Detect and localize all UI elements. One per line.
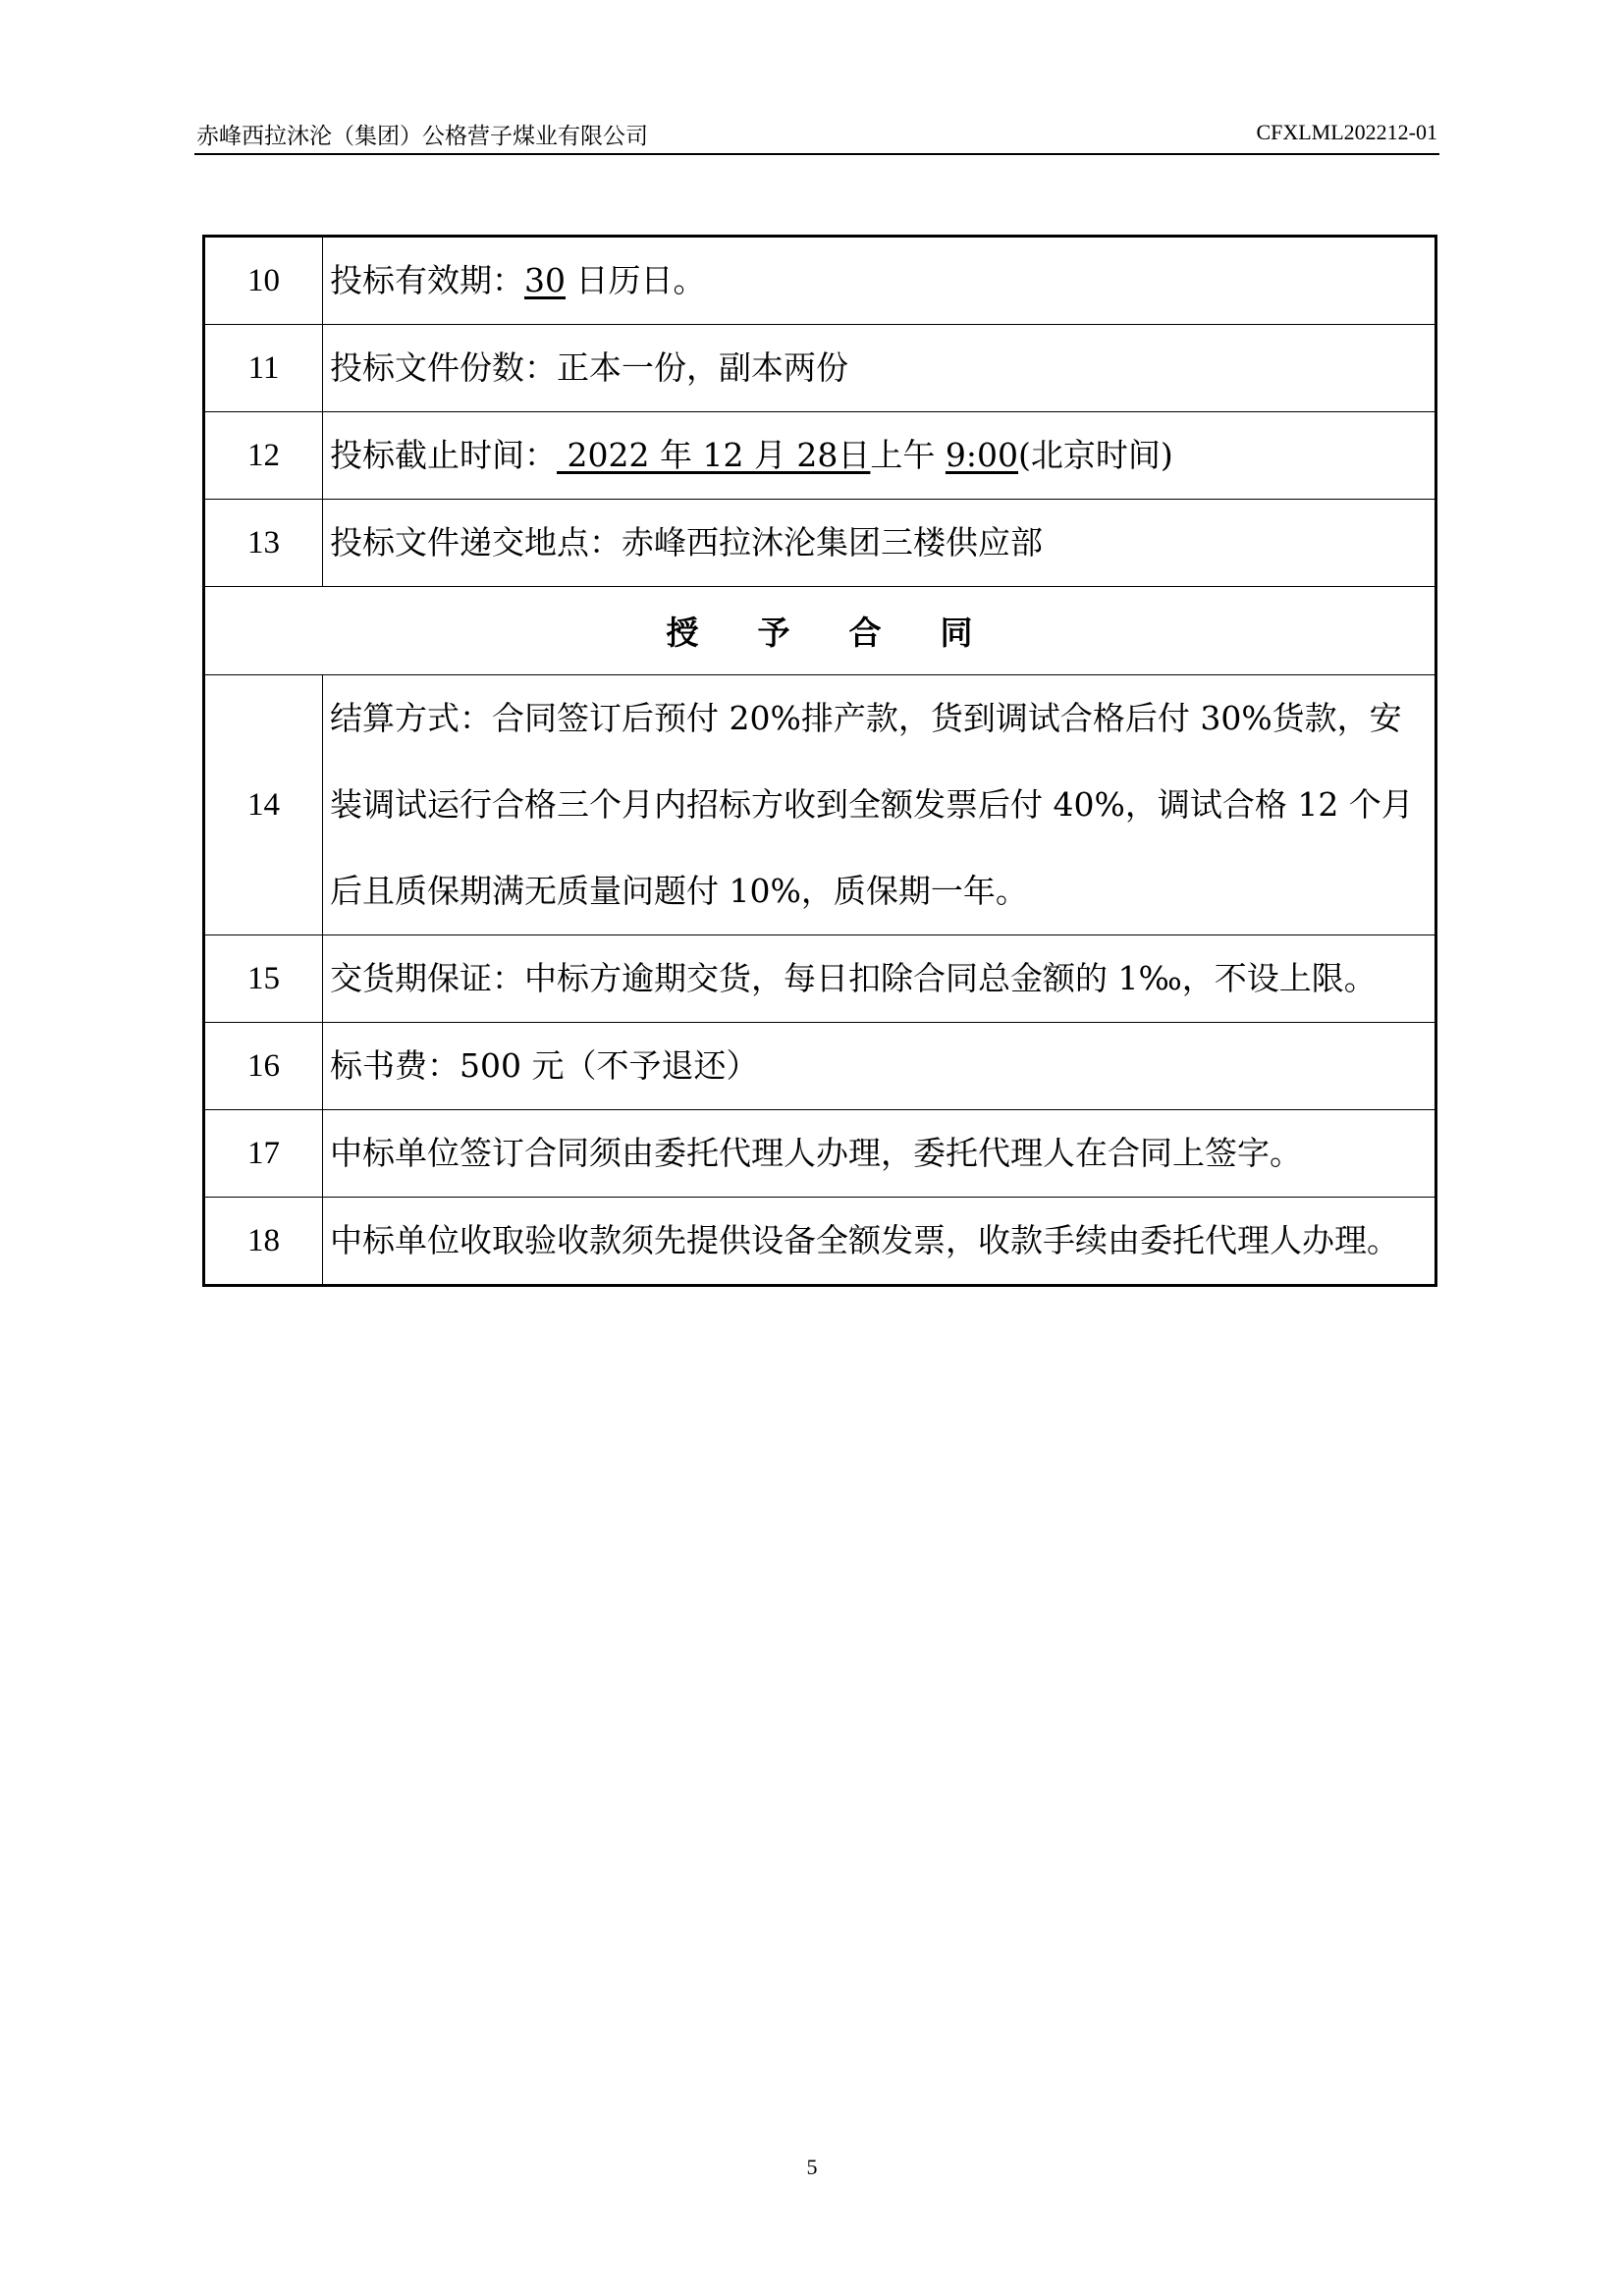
table-row — [204, 1023, 1436, 1110]
bid-validity-suffix: 日历日。 — [566, 261, 706, 299]
company-name: 赤峰西拉沐沦（集团）公格营子煤业有限公司 — [196, 124, 648, 149]
row-number: 14 — [204, 675, 323, 935]
tender-terms-table — [202, 235, 1437, 1287]
row-number: 11 — [204, 325, 323, 412]
table-row — [204, 412, 1436, 500]
page-header — [194, 114, 1439, 155]
row-number: 17 — [204, 1110, 323, 1198]
bid-deadline-date: 2022 年 12 月 28日 — [557, 436, 871, 474]
row-number: 16 — [204, 1023, 323, 1110]
bid-deadline-label: 投标截止时间： — [330, 436, 557, 474]
delivery-guarantee-cell: 交货期保证：中标方逾期交货，每日扣除合同总金额的 1‰，不设上限。 — [323, 935, 1436, 1023]
table-row — [204, 237, 1436, 325]
bid-deadline-period: 上午 — [870, 436, 946, 474]
section-row — [204, 587, 1436, 675]
table-row — [204, 675, 1436, 935]
table-row — [204, 1110, 1436, 1198]
row-number: 12 — [204, 412, 323, 500]
bid-copies-cell: 投标文件份数：正本一份，副本两份 — [323, 325, 1436, 412]
row-number: 15 — [204, 935, 323, 1023]
bid-validity-cell — [323, 237, 1436, 325]
bid-deadline-time: 9:00 — [945, 436, 1019, 474]
table-row — [204, 1198, 1436, 1286]
table-row — [204, 500, 1436, 587]
settlement-method-cell: 结算方式：合同签订后预付 20%排产款，货到调试合格后付 30%货款，安装调试运行合格三个月内招标方收到全额发票后付 40%，调试合格 12 个月后且质保期满无质量问题付 10%，质保期一年。 — [323, 675, 1436, 935]
row-number: 10 — [204, 237, 323, 325]
row-number: 13 — [204, 500, 323, 587]
bid-validity-label: 投标有效期： — [330, 261, 524, 299]
document-code: CFXLML202212-01 — [1256, 120, 1437, 144]
bid-location-cell: 投标文件递交地点：赤峰西拉沐沦集团三楼供应部 — [323, 500, 1436, 587]
page-number: 5 — [806, 2155, 818, 2179]
table-row — [204, 325, 1436, 412]
bid-validity-days: 30 — [524, 261, 566, 299]
table-row — [204, 935, 1436, 1023]
payment-collection-cell: 中标单位收取验收款须先提供设备全额发票，收款手续由委托代理人办理。 — [323, 1198, 1436, 1286]
row-number: 18 — [204, 1198, 323, 1286]
section-title: 授予合同 — [204, 587, 1436, 675]
contract-signing-cell: 中标单位签订合同须由委托代理人办理，委托代理人在合同上签字。 — [323, 1110, 1436, 1198]
bid-deadline-timezone: (北京时间) — [1018, 436, 1173, 474]
bid-deadline-cell — [323, 412, 1436, 500]
tender-fee-cell: 标书费：500 元（不予退还） — [323, 1023, 1436, 1110]
